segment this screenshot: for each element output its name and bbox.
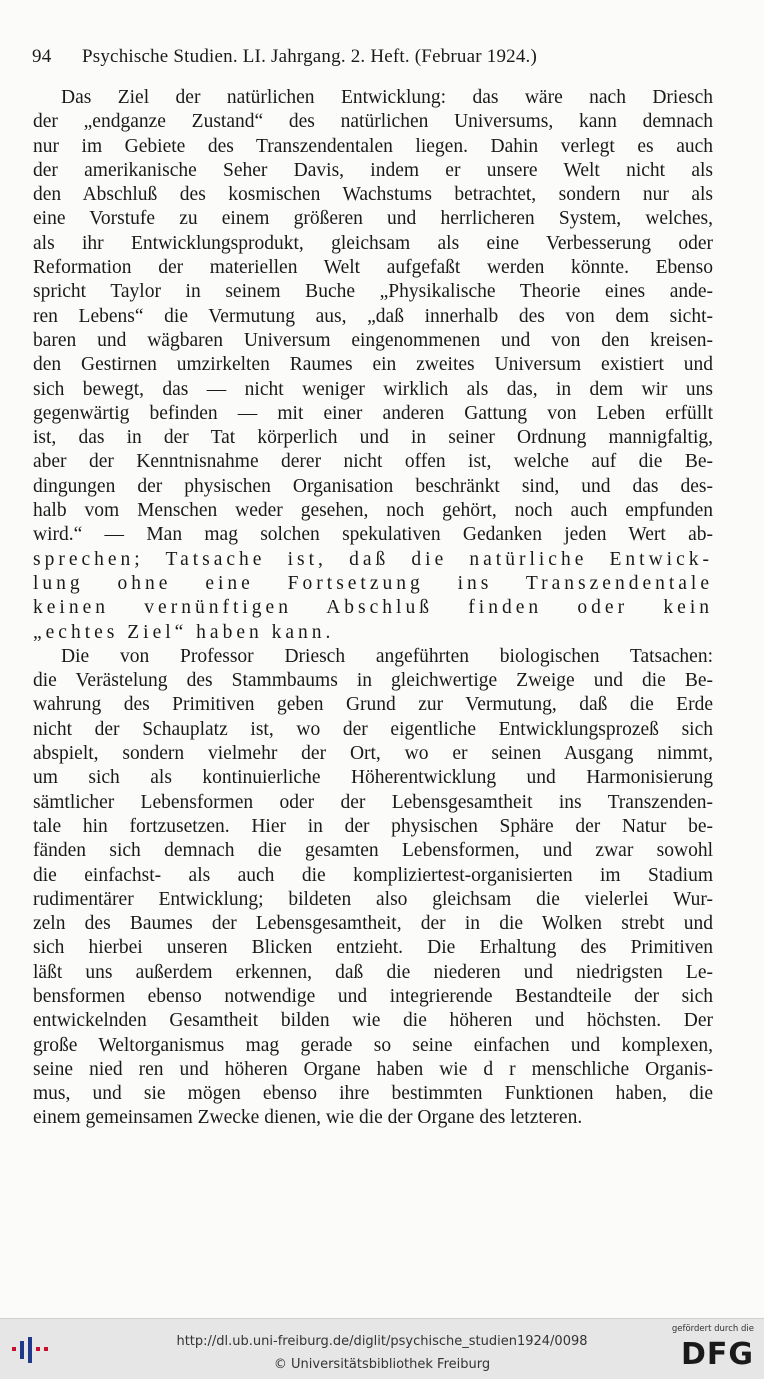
text-line: wahrung des Primitiven geben Grund zur Vermutung, daß die Erde <box>33 694 713 716</box>
running-head <box>32 46 712 68</box>
text-line: den Gestirnen umzirkelten Raumes ein zweites Universum existiert und <box>33 354 713 376</box>
text-line: der „endganze Zustand“ des natürlichen Universums, kann demnach <box>33 111 713 133</box>
text-line: Reformation der materiellen Welt aufgefaßt werden könnte. Ebenso <box>33 257 713 279</box>
text-line: ren Lebens“ die Vermutung aus, „daß innerhalb des von dem sicht- <box>33 305 713 327</box>
text-line: rudimentärer Entwicklung; bildeten also gleichsam die vielerlei Wur- <box>33 888 713 910</box>
text-line-spaced: „echtes Ziel“ haben kann. <box>33 621 335 643</box>
text-line: spricht Taylor in seinem Buche „Physikalische Theorie eines ande- <box>33 281 713 303</box>
text-line: eine Vorstufe zu einem größeren und herrlicheren System, welches, <box>33 208 713 230</box>
text-line: läßt uns außerdem erkennen, daß die niederen und niedrigsten Le- <box>33 961 713 983</box>
text-line: Die von Professor Driesch angeführten biologischen Tatsachen: <box>61 645 713 667</box>
text-line: den Abschluß des kosmischen Wachstums betrachtet, sondern nur als <box>33 184 713 206</box>
text-line: fänden sich demnach die gesamten Lebensformen, und zwar sowohl <box>33 840 713 862</box>
body-text <box>33 86 713 1131</box>
text-line: die einfachst- als auch die kompliziertest-organisierten im Stadium <box>33 864 713 886</box>
text-line: sämtlicher Lebensformen oder der Lebensgesamtheit ins Transzenden- <box>33 791 713 813</box>
permalink-url[interactable]: http://dl.ub.uni-freiburg.de/diglit/psychische_studien1924/0098 <box>176 1334 588 1349</box>
text-line: aber der Kenntnisnahme derer nicht offen ist, welche auf die Be- <box>33 451 713 473</box>
text-line: nicht der Schauplatz ist, wo der eigentliche Entwicklungsprozeß sich <box>33 718 713 740</box>
text-line-spaced: sprechen; Tatsache ist, daß die natürliche Entwick- <box>33 548 713 570</box>
text-line: abspielt, sondern vielmehr der Ort, wo er seinen Ausgang nimmt, <box>33 743 713 765</box>
text-line: nur im Gebiete des Transzendentalen liegen. Dahin verlegt es auch <box>33 135 713 157</box>
text-line: als ihr Entwicklungsprodukt, gleichsam als eine Verbesserung oder <box>33 232 713 254</box>
text-line: der amerikanische Seher Davis, indem er unsere Welt nicht als <box>33 159 713 181</box>
text-line: baren und wägbaren Universum eingenommenen und von den kreisen- <box>33 329 713 351</box>
text-line: sich bewegt, das — nicht weniger wirklich als das, in dem wir uns <box>33 378 713 400</box>
viewer-footer <box>0 1318 764 1379</box>
text-line: um sich als kontinuierliche Höherentwicklung und Harmonisierung <box>33 767 713 789</box>
text-line: halb vom Menschen weder gesehen, noch gehört, noch auch empfunden <box>33 500 713 522</box>
text-line: dingungen der physischen Organisation beschränkt sind, und das des- <box>33 475 713 497</box>
text-line: Das Ziel der natürlichen Entwicklung: das wäre nach Driesch <box>61 87 713 108</box>
text-line: sich hierbei unseren Blicken entzieht. Die Erhaltung des Primitiven <box>33 937 713 959</box>
text-line: die Verästelung des Stammbaums in gleichwertige Zweige und die Be- <box>33 670 713 692</box>
text-line: seine nied ren und höheren Organe haben wie d r menschliche Organis- <box>33 1058 713 1080</box>
copyright-notice: © Universitätsbibliothek Freiburg <box>273 1357 491 1372</box>
journal-title: Psychische Studien. LI. Jahrgang. 2. Heft. (Februar 1924.) <box>82 46 538 67</box>
text-line: mus, und sie mögen ebenso ihre bestimmten Funktionen haben, die <box>33 1083 713 1105</box>
dfg-logo: DFG <box>680 1337 754 1372</box>
text-line: wird.“ — Man mag solchen spekulativen Gedanken jeden Wert ab- <box>33 524 713 546</box>
text-line: einem gemeinsamen Zwecke dienen, wie die der Organe des letzteren. <box>33 1107 583 1129</box>
funding-caption: gefördert durch die <box>671 1324 754 1334</box>
page-number: 94 <box>32 46 52 67</box>
text-line: entwickelnden Gesamtheit bilden wie die höheren und höchsten. Der <box>33 1010 713 1032</box>
text-line-spaced: lung ohne eine Fortsetzung ins Transzendentale <box>33 572 713 594</box>
text-line: gegenwärtig befinden — mit einer anderen Gattung von Leben erfüllt <box>33 402 713 424</box>
text-line: ist, das in der Tat körperlich und in seiner Ordnung mannigfaltig, <box>33 427 713 449</box>
text-line: tale hin fortzusetzen. Hier in der physischen Sphäre der Natur be- <box>33 815 713 837</box>
text-line: große Weltorganismus mag gerade so seine einfachen und komplexen, <box>33 1034 713 1056</box>
funding-badge <box>671 1324 754 1376</box>
text-line: bensformen ebenso notwendige und integrierende Bestandteile der sich <box>33 985 713 1007</box>
text-line-spaced: keinen vernünftigen Abschluß finden oder kein <box>33 597 713 619</box>
text-line: zeln des Baumes der Lebensgesamtheit, der in die Wolken strebt und <box>33 913 713 935</box>
